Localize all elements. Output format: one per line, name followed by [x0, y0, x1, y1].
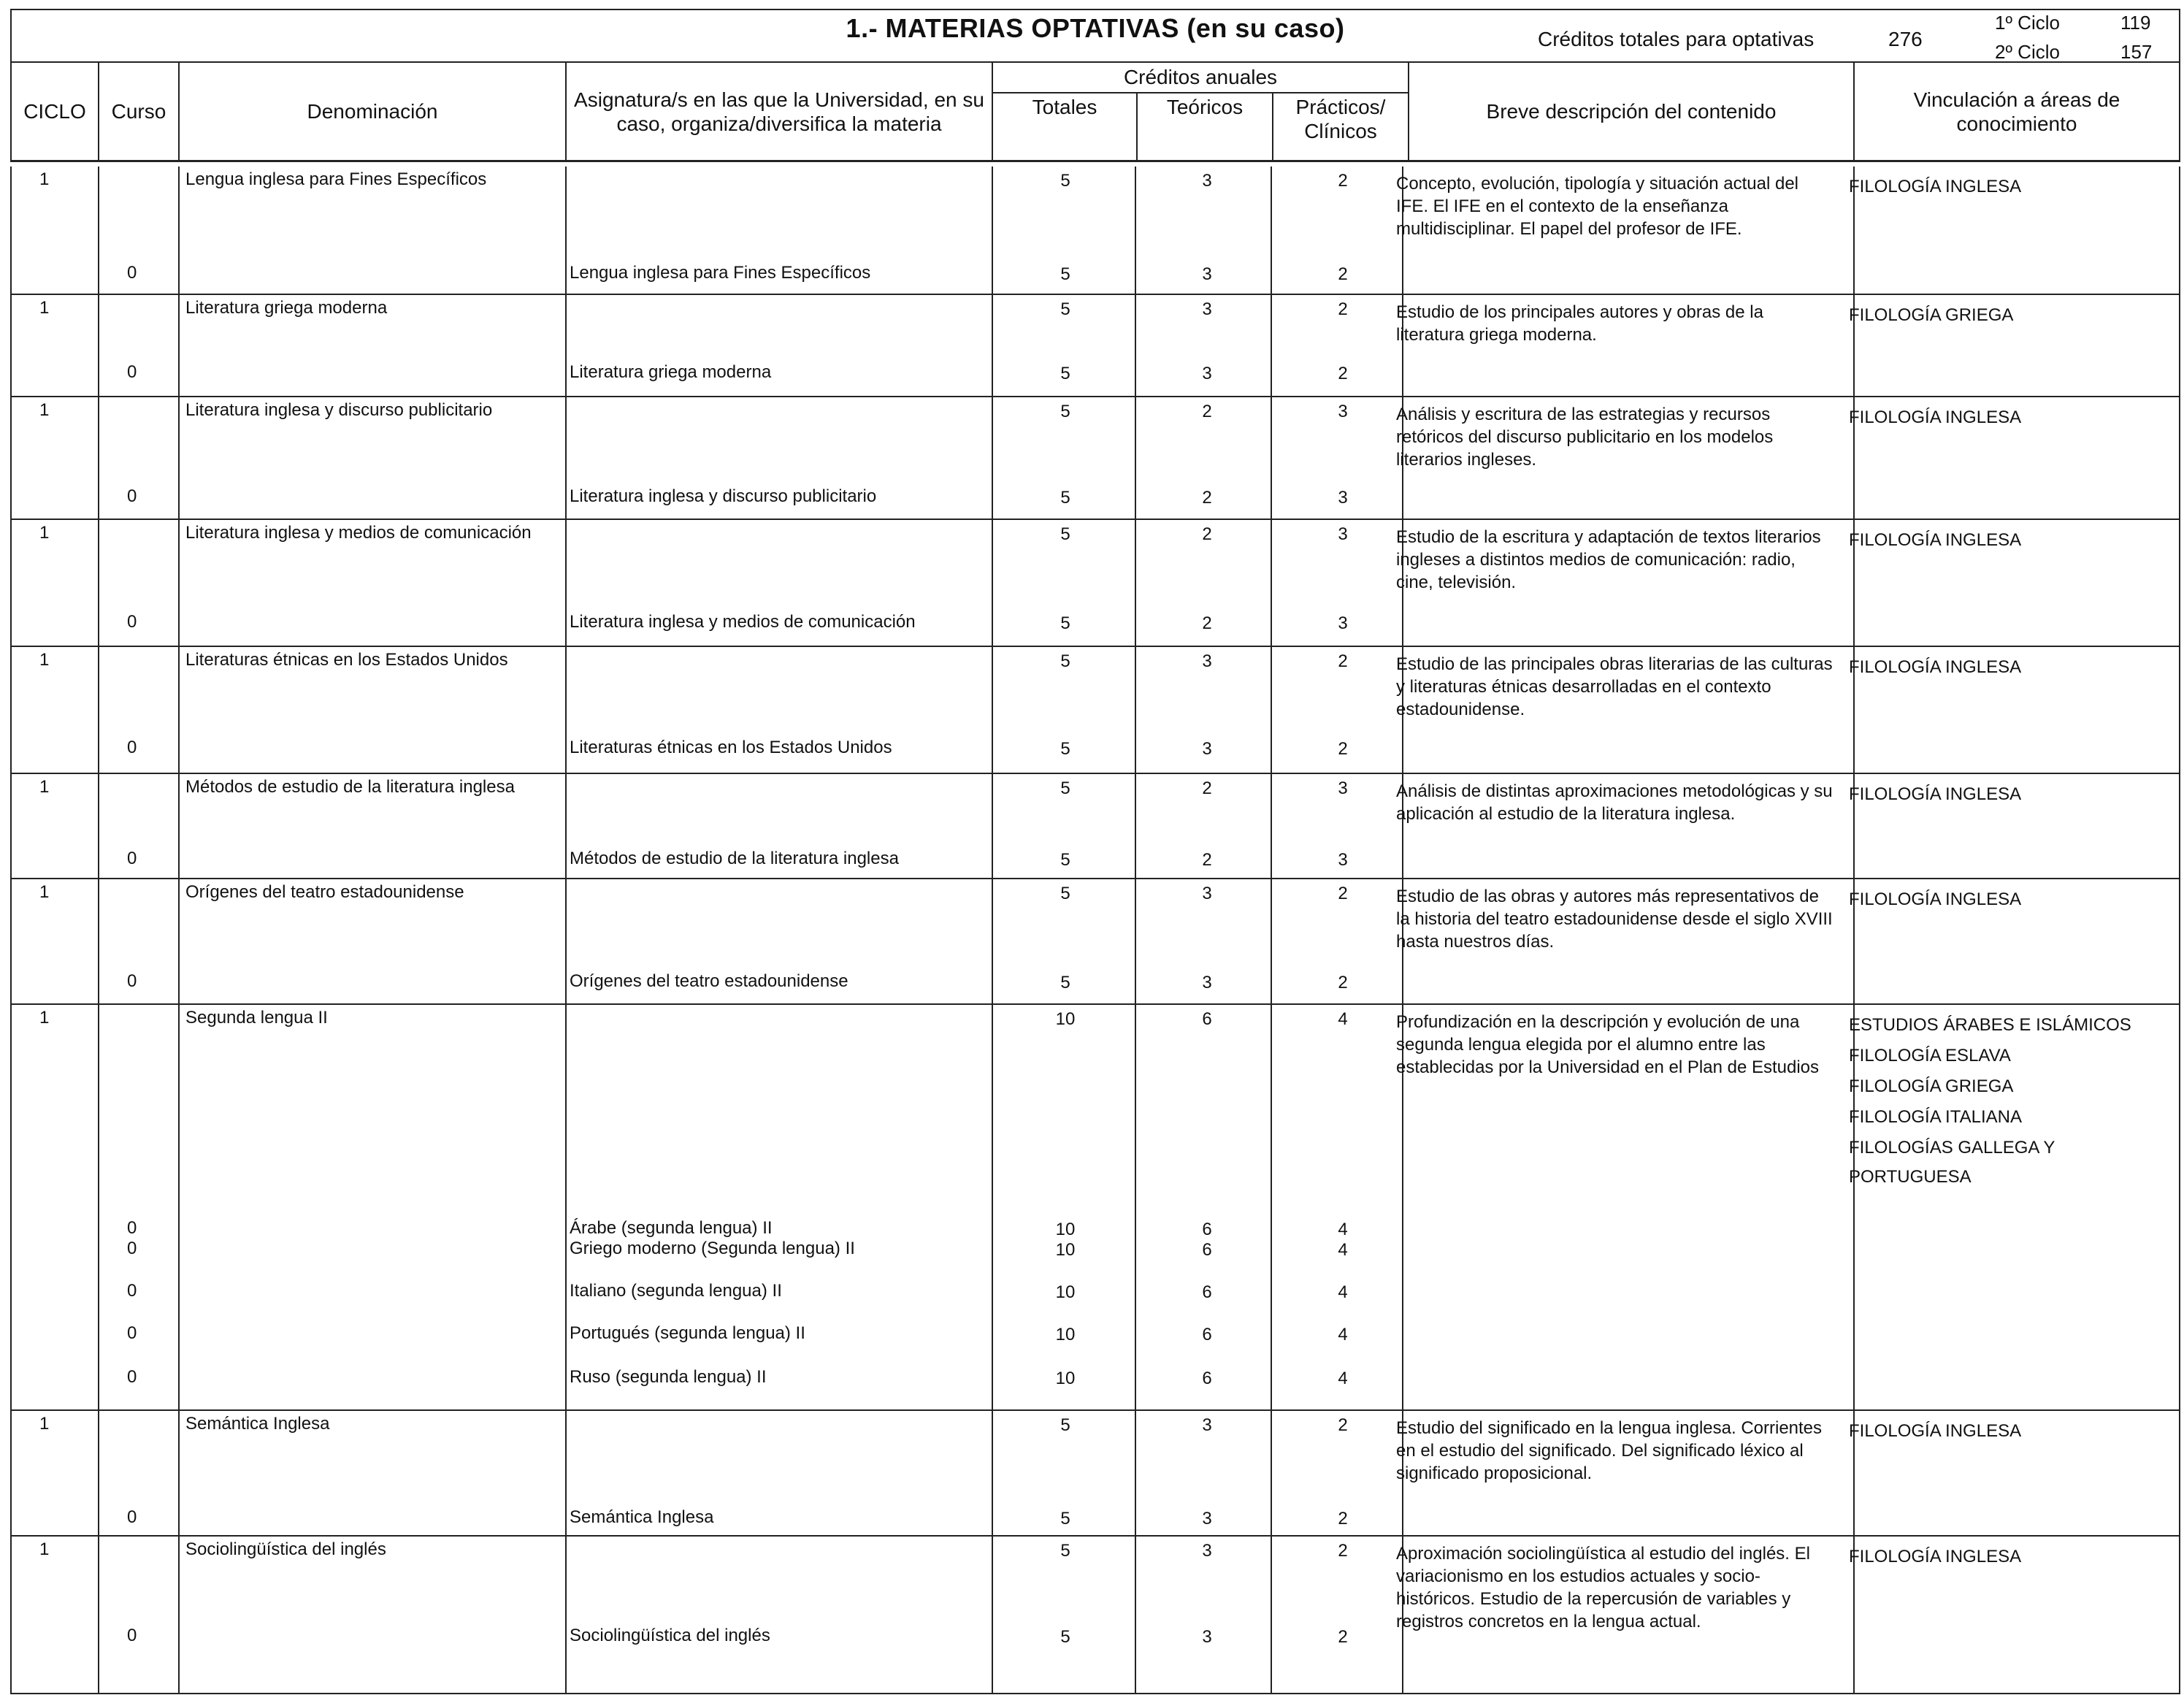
col-header-totales: Totales [1032, 96, 1097, 118]
creditos-teoricos: 3 [1202, 884, 1212, 903]
creditos-practicos: 3 [1338, 850, 1348, 870]
creditos-totales: 5 [1060, 1415, 1070, 1435]
creditos-teoricos: 3 [1202, 1509, 1212, 1528]
creditos-teoricos: 2 [1202, 524, 1212, 544]
denominacion: Lengua inglesa para Fines Específicos [185, 169, 487, 189]
creditos-totales: 5 [1060, 171, 1070, 191]
ciclo1-label: 1º Ciclo [1995, 12, 2060, 34]
area-conocimiento: FILOLOGÍA INGLESA [1849, 177, 2022, 196]
ciclo-value: 1 [39, 1008, 50, 1028]
creditos-practicos: 2 [1338, 1509, 1348, 1528]
asignatura: Literatura inglesa y discurso publicitario [570, 486, 877, 506]
ciclo-value: 1 [39, 523, 50, 543]
creditos-teoricos: 3 [1202, 264, 1212, 284]
creditos-anuales-title: Créditos anuales [993, 66, 1408, 93]
creditos-teoricos: 3 [1202, 364, 1212, 383]
creditos-totales: 5 [1060, 524, 1070, 544]
creditos-practicos: 4 [1338, 1220, 1348, 1239]
denominacion: Semántica Inglesa [185, 1414, 330, 1434]
ciclo-value: 1 [39, 1539, 50, 1559]
col-header-vinculacion: Vinculación a áreas de conocimiento [1853, 63, 2180, 162]
creditos-totales: 5 [1060, 850, 1070, 870]
ciclo-value: 1 [39, 169, 50, 189]
creditos-totales: 10 [1055, 1240, 1076, 1260]
ciclo2-value: 157 [2120, 41, 2153, 63]
curso-value: 0 [127, 971, 137, 991]
creditos-teoricos: 6 [1202, 1282, 1212, 1302]
ciclo-value: 1 [39, 777, 50, 797]
creditos-teoricos: 3 [1202, 973, 1212, 992]
creditos-practicos: 4 [1338, 1009, 1348, 1029]
creditos-practicos: 4 [1338, 1369, 1348, 1388]
creditos-totales: 5 [1060, 299, 1070, 319]
descripcion: Análisis y escritura de las estrategias y recursos retóricos del discurso publicitario en los modelos literarios ingleses. [1396, 405, 1774, 470]
col-header-curso: Curso [98, 63, 178, 162]
materias-optativas-sheet [10, 9, 2180, 1688]
creditos-teoricos: 2 [1202, 778, 1212, 798]
descripcion: Estudio de los principales autores y obras de la literatura griega moderna. [1396, 302, 1763, 345]
curso-value: 0 [127, 849, 137, 868]
creditos-practicos: 3 [1338, 402, 1348, 421]
ciclo-value: 1 [39, 400, 50, 420]
materia-row [10, 295, 2180, 397]
creditos-teoricos: 3 [1202, 1541, 1212, 1561]
creditos-totales: 5 [1060, 651, 1070, 671]
creditos-practicos: 2 [1338, 884, 1348, 903]
creditos-totales: 10 [1055, 1369, 1076, 1388]
col-header-descripcion: Breve descripción del contenido [1408, 63, 1853, 162]
creditos-totales: 5 [1060, 364, 1070, 383]
creditos-totales: 5 [1060, 778, 1070, 798]
asignatura: Orígenes del teatro estadounidense [570, 971, 848, 991]
page-title: 1.- MATERIAS OPTATIVAS (en su caso) [846, 13, 1345, 43]
creditos-practicos: 2 [1338, 171, 1348, 191]
col-header-practicos: Prácticos/ Clínicos [1272, 93, 1408, 161]
creditos-teoricos: 3 [1202, 171, 1212, 191]
asignatura: Ruso (segunda lengua) II [570, 1367, 767, 1387]
curso-value: 0 [127, 263, 137, 283]
creditos-practicos: 3 [1338, 524, 1348, 544]
creditos-totales: 10 [1055, 1220, 1076, 1239]
creditos-teoricos: 2 [1202, 613, 1212, 633]
denominacion: Literatura griega moderna [185, 298, 388, 318]
creditos-teoricos: 6 [1202, 1369, 1212, 1388]
creditos-teoricos: 2 [1202, 402, 1212, 421]
creditos-totales: 5 [1060, 613, 1070, 633]
denominacion: Sociolingüística del inglés [185, 1539, 386, 1559]
descripcion: Estudio de las principales obras literarias de las culturas y literaturas étnicas desarrolladas en el contexto estadounidense. [1396, 654, 1833, 719]
creditos-totales-label: Créditos totales para optativas [1538, 28, 1815, 50]
creditos-totales: 5 [1060, 973, 1070, 992]
area-conocimiento: ESTUDIOS ÁRABES E ISLÁMICOS [1849, 1015, 2131, 1035]
creditos-practicos: 4 [1338, 1240, 1348, 1260]
asignatura: Italiano (segunda lengua) II [570, 1281, 782, 1301]
creditos-practicos: 2 [1338, 739, 1348, 759]
col-header-ciclo: CICLO [10, 63, 98, 162]
creditos-practicos: 2 [1338, 364, 1348, 383]
creditos-teoricos: 6 [1202, 1009, 1212, 1029]
denominacion: Literaturas étnicas en los Estados Unidos [185, 650, 508, 670]
creditos-teoricos: 3 [1202, 651, 1212, 671]
area-conocimiento: FILOLOGÍA INGLESA [1849, 530, 2022, 550]
asignatura: Métodos de estudio de la literatura inglesa [570, 849, 899, 868]
area-conocimiento: FILOLOGÍA INGLESA [1849, 784, 2022, 804]
creditos-totales: 5 [1060, 1627, 1070, 1647]
asignatura: Literatura griega moderna [570, 362, 772, 382]
ciclo-value: 1 [39, 1414, 50, 1434]
curso-value: 0 [127, 612, 137, 632]
curso-value: 0 [127, 1507, 137, 1527]
creditos-practicos: 4 [1338, 1282, 1348, 1302]
creditos-practicos: 2 [1338, 299, 1348, 319]
denominacion: Métodos de estudio de la literatura inglesa [185, 777, 515, 797]
asignatura: Literaturas étnicas en los Estados Unidos [570, 738, 892, 757]
area-conocimiento: FILOLOGÍA INGLESA [1849, 1547, 2022, 1566]
creditos-totales: 5 [1060, 739, 1070, 759]
asignatura: Sociolingüística del inglés [570, 1626, 770, 1645]
creditos-teoricos: 6 [1202, 1220, 1212, 1239]
descripcion: Estudio de la escritura y adaptación de textos literarios ingleses a distintos medios de comunicación: radio, cine, televisión. [1396, 527, 1821, 592]
creditos-totales: 5 [1060, 884, 1070, 903]
area-conocimiento: FILOLOGÍA INGLESA [1849, 408, 2022, 427]
curso-value: 0 [127, 1367, 137, 1387]
ciclo2-label: 2º Ciclo [1995, 41, 2060, 63]
creditos-practicos: 4 [1338, 1325, 1348, 1344]
area-conocimiento: FILOLOGÍAS GALLEGA Y PORTUGUESA [1849, 1138, 2055, 1187]
materia-row [10, 774, 2180, 879]
asignatura: Griego moderno (Segunda lengua) II [570, 1239, 855, 1258]
asignatura: Literatura inglesa y medios de comunicación [570, 612, 916, 632]
denominacion: Literatura inglesa y discurso publicitario [185, 400, 493, 420]
area-conocimiento: FILOLOGÍA GRIEGA [1849, 305, 2014, 325]
creditos-totales: 10 [1055, 1009, 1076, 1029]
ciclo-value: 1 [39, 650, 50, 670]
col-header-asignatura: Asignatura/s en las que la Universidad, en su caso, organiza/diversifica la materia [565, 63, 992, 162]
descripcion: Estudio de las obras y autores más representativos de la historia del teatro estadounidense desde el siglo XVIII hasta nuestros días. [1396, 887, 1833, 952]
creditos-practicos: 3 [1338, 488, 1348, 508]
creditos-practicos: 2 [1338, 1541, 1348, 1561]
area-conocimiento: FILOLOGÍA INGLESA [1849, 657, 2022, 677]
creditos-practicos: 3 [1338, 778, 1348, 798]
creditos-totales: 5 [1060, 402, 1070, 421]
creditos-totales: 10 [1055, 1282, 1076, 1302]
creditos-practicos: 2 [1338, 1415, 1348, 1435]
descripcion: Aproximación sociolingüística al estudio del inglés. El variacionismo en los estudios actuales y socio-históricos. Estudio de la repercusión de variables y registros concretos en la lengua actual. [1396, 1544, 1810, 1631]
creditos-practicos: 3 [1338, 613, 1348, 633]
creditos-teoricos: 3 [1202, 739, 1212, 759]
denominacion: Literatura inglesa y medios de comunicación [185, 523, 532, 543]
ciclo1-value: 119 [2120, 12, 2151, 34]
denominacion: Orígenes del teatro estadounidense [185, 882, 464, 902]
materia-row [10, 1411, 2180, 1537]
curso-value: 0 [127, 486, 137, 506]
materia-row [10, 1005, 2180, 1411]
asignatura: Portugués (segunda lengua) II [570, 1323, 805, 1343]
creditos-teoricos: 3 [1202, 1627, 1212, 1647]
creditos-totales: 10 [1055, 1325, 1076, 1344]
materia-row [10, 879, 2180, 1005]
area-conocimiento: FILOLOGÍA INGLESA [1849, 1421, 2022, 1441]
descripcion: Concepto, evolución, tipología y situación actual del IFE. El IFE en el contexto de la enseñanza multidisciplinar. El papel del profesor de IFE. [1396, 174, 1799, 239]
col-header-denominacion: Denominación [178, 63, 565, 162]
area-conocimiento: FILOLOGÍA GRIEGA [1849, 1076, 2014, 1096]
creditos-totales: 5 [1060, 264, 1070, 284]
area-conocimiento: FILOLOGÍA ESLAVA [1849, 1046, 2011, 1065]
materia-row [10, 167, 2180, 295]
creditos-totales: 5 [1060, 1509, 1070, 1528]
descripcion: Análisis de distintas aproximaciones metodológicas y su aplicación al estudio de la literatura inglesa. [1396, 781, 1833, 824]
creditos-totales: 5 [1060, 488, 1070, 508]
curso-value: 0 [127, 1218, 137, 1238]
curso-value: 0 [127, 738, 137, 757]
asignatura: Lengua inglesa para Fines Específicos [570, 263, 871, 283]
col-header-teoricos: Teóricos [1136, 93, 1272, 161]
ciclo-value: 1 [39, 298, 50, 318]
creditos-teoricos: 2 [1202, 488, 1212, 508]
ciclo-value: 1 [39, 882, 50, 902]
asignatura: Árabe (segunda lengua) II [570, 1218, 773, 1238]
creditos-practicos: 2 [1338, 264, 1348, 284]
creditos-teoricos: 6 [1202, 1325, 1212, 1344]
area-conocimiento: FILOLOGÍA INGLESA [1849, 889, 2022, 909]
curso-value: 0 [127, 1281, 137, 1301]
creditos-teoricos: 6 [1202, 1240, 1212, 1260]
curso-value: 0 [127, 1239, 137, 1258]
curso-value: 0 [127, 362, 137, 382]
descripcion: Profundización en la descripción y evolución de una segunda lengua elegida por el alumno entre las establecidas por la Universidad en el Plan de Estudios [1396, 1012, 1820, 1077]
creditos-practicos: 2 [1338, 1627, 1348, 1647]
materia-row [10, 397, 2180, 520]
creditos-practicos: 2 [1338, 651, 1348, 671]
denominacion: Segunda lengua II [185, 1008, 328, 1028]
col-header-creditos-anuales [992, 63, 1408, 162]
creditos-totales-value: 276 [1888, 28, 1923, 50]
curso-value: 0 [127, 1323, 137, 1343]
creditos-teoricos: 2 [1202, 850, 1212, 870]
area-conocimiento: FILOLOGÍA ITALIANA [1849, 1107, 2022, 1127]
creditos-teoricos: 3 [1202, 299, 1212, 319]
title-bar [10, 9, 2180, 63]
materia-row [10, 520, 2180, 647]
creditos-practicos: 2 [1338, 973, 1348, 992]
creditos-teoricos: 3 [1202, 1415, 1212, 1435]
descripcion: Estudio del significado en la lengua inglesa. Corrientes en el estudio del significado. Del significado léxico al significado proposicional. [1396, 1418, 1823, 1483]
materia-row [10, 1537, 2180, 1694]
asignatura: Semántica Inglesa [570, 1507, 714, 1527]
materia-row [10, 647, 2180, 774]
curso-value: 0 [127, 1626, 137, 1645]
creditos-totales: 5 [1060, 1541, 1070, 1561]
